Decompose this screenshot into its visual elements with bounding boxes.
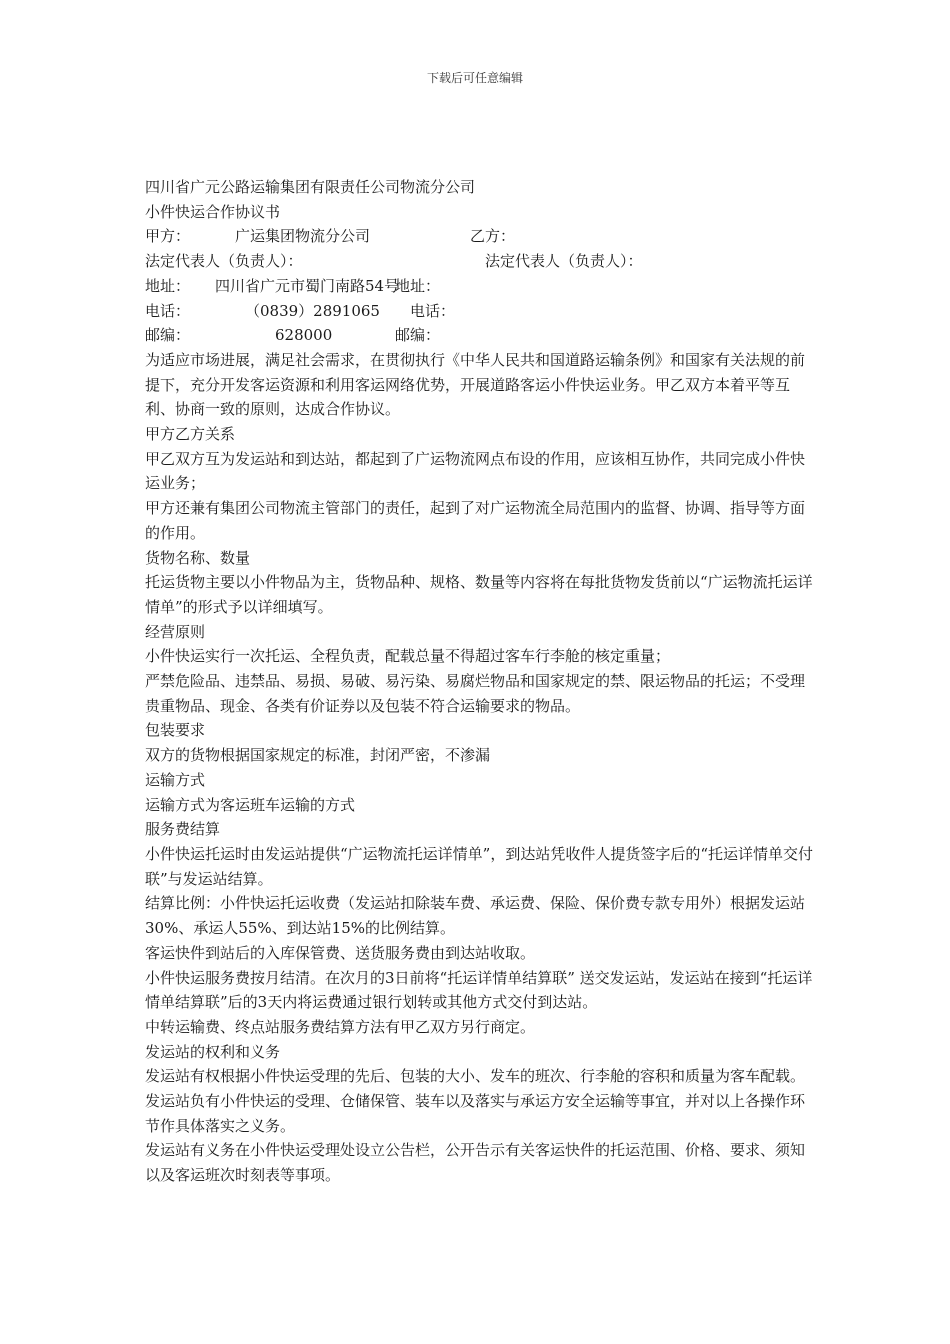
paragraph: 发运站负有小件快运的受理、仓储保管、装车以及落实与承运方安全运输等事宜，并对以上各操作环节作具体落实之义务。	[145, 1092, 806, 1135]
agreement-title: 小件快运合作协议书	[145, 202, 281, 221]
address-label-b: 地址：	[395, 276, 441, 295]
address-value: 四川省广元市蜀门南路54号	[215, 276, 400, 295]
paragraph: 小件快运实行一次托运、全程负责，配载总量不得超过客车行李舱的核定重量；	[145, 647, 671, 666]
paragraph: 发运站有权根据小件快运受理的先后、包装的大小、发车的班次、行李舱的容积和质量为客车配载。	[145, 1067, 806, 1086]
phone-row	[145, 299, 813, 324]
paragraph: 小件快运服务费按月结清。在次月的3日前将“托运详情单结算联” 送交发运站，发运站在接到“托运详情单结算联”后的3天内将运费通过银行划转或其他方式交付到达站。	[145, 968, 813, 1012]
header-note: 下载后可任意编辑	[426, 71, 523, 85]
legal-rep-a: 法定代表人（负责人）：	[145, 252, 303, 271]
paragraph: 客运快件到站后的入库保管费、送货服务费由到达站收取。	[145, 943, 536, 962]
phone-value: （0839）2891065	[245, 301, 380, 320]
address-row	[145, 274, 813, 299]
legal-rep-row	[145, 249, 813, 274]
section-heading-relationship: 甲方乙方关系	[145, 425, 236, 444]
paragraph: 双方的货物根据国家规定的标准，封闭严密，不渗漏	[145, 746, 491, 765]
paragraph: 托运货物主要以小件物品为主，货物品种、规格、数量等内容将在每批货物发货前以“广运物流托运详情单”的形式予以详细填写。	[145, 573, 813, 616]
zip-row	[145, 323, 813, 348]
preamble-paragraph: 为适应市场进展，满足社会需求，在贯彻执行《中华人民共和国道路运输条例》和国家有关法规的前提下，充分开发客运资源和利用客运网络优势，开展道路客运小件快运业务。甲乙双方本着平等互利、协商一致的原则，达成合作协议。	[145, 350, 806, 419]
document-body	[145, 175, 813, 1188]
party-a-value: 广运集团物流分公司	[235, 227, 371, 246]
section-heading-transport: 运输方式	[145, 770, 206, 789]
section-heading-principles: 经营原则	[145, 622, 206, 641]
paragraph: 小件快运托运时由发运站提供“广运物流托运详情单”，到达站凭收件人提货签字后的“托运详情单交付联”与发运站结算。	[145, 844, 814, 888]
party-b-label: 乙方：	[470, 227, 516, 246]
paragraph: 严禁危险品、违禁品、易损、易破、易污染、易腐烂物品和国家规定的禁、限运物品的托运；不受理贵重物品、现金、各类有价证券以及包装不符合运输要求的物品。	[145, 672, 806, 715]
company-title: 四川省广元公路运输集团有限责任公司物流分公司	[145, 178, 476, 196]
party-a-label: 甲方：	[145, 227, 191, 246]
phone-label-b: 电话：	[410, 301, 456, 320]
paragraph: 发运站有义务在小件快运受理处设立公告栏，公开告示有关客运快件的托运范围、价格、要求、须知以及客运班次时刻表等事项。	[145, 1141, 806, 1185]
legal-rep-b: 法定代表人（负责人）：	[485, 252, 643, 271]
paragraph: 甲方还兼有集团公司物流主管部门的责任，起到了对广运物流全局范围内的监督、协调、指导等方面的作用。	[145, 499, 806, 542]
zip-label: 邮编：	[145, 326, 191, 345]
paragraph: 结算比例：小件快运托运收费（发运站扣除装车费、承运费、保险、保价费专款专用外）根据发运站30%、承运人55%、到达站15%的比例结算。	[145, 894, 806, 938]
section-heading-sender-rights: 发运站的权利和义务	[145, 1042, 281, 1061]
address-label: 地址：	[145, 276, 191, 295]
paragraph: 甲乙双方互为发运站和到达站，都起到了广运物流网点布设的作用，应该相互协作，共同完成小件快运业务；	[145, 449, 806, 493]
zip-value: 628000	[275, 326, 333, 345]
section-heading-goods: 货物名称、数量	[145, 548, 251, 567]
section-heading-settlement: 服务费结算	[145, 820, 221, 839]
party-row	[145, 224, 813, 249]
phone-label: 电话：	[145, 301, 191, 320]
zip-label-b: 邮编：	[395, 326, 441, 345]
section-heading-packaging: 包装要求	[145, 721, 206, 740]
paragraph: 运输方式为客运班车运输的方式	[145, 795, 356, 814]
paragraph: 中转运输费、终点站服务费结算方法有甲乙双方另行商定。	[145, 1017, 536, 1036]
